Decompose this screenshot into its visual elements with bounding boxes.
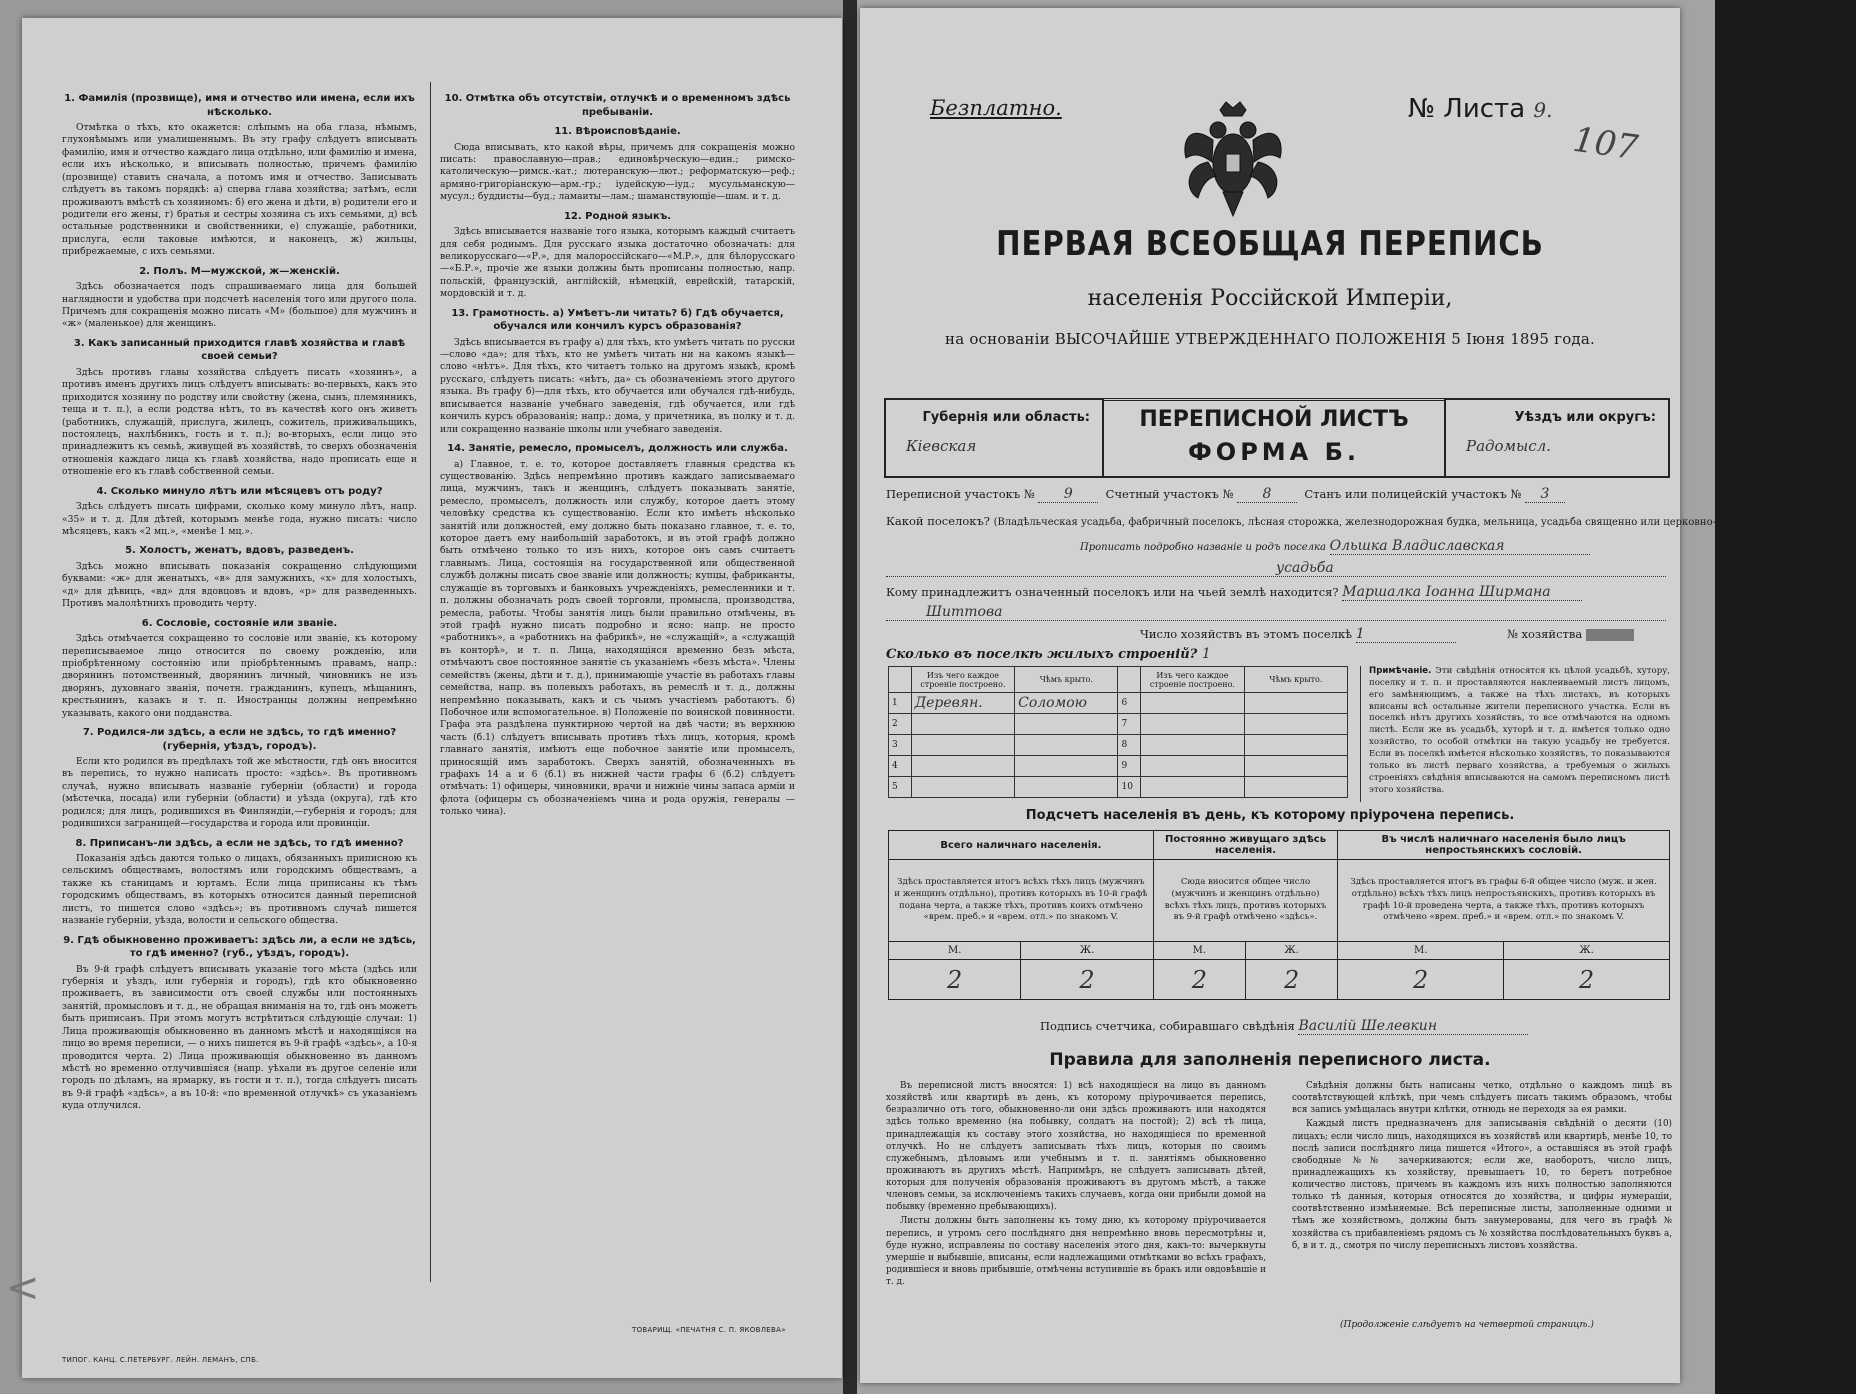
note-title: Примѣчаніе. <box>1369 666 1432 676</box>
settlement-value-line <box>1080 538 1590 555</box>
census-main-title: ПЕРВАЯ ВСЕОБЩАЯ ПЕРЕПИСЬ <box>996 224 1544 264</box>
male-label: М. <box>1338 942 1504 960</box>
buildings-table-header <box>889 667 1348 693</box>
owner-line-2 <box>886 604 1666 621</box>
uezd-label: Уѣздъ или округъ: <box>1514 410 1656 425</box>
instruction-text: Здѣсь слѣдуетъ писать цифрами, сколько кому минуло лѣтъ, напр. «35» и т. д. Для дѣтей, которымъ менѣе года, нужно писать: число мѣсяцевъ, какъ «2 мц.», «менѣе 1 мц.». <box>62 501 417 537</box>
building-number: 7 <box>1118 714 1141 735</box>
district-line <box>886 486 1565 503</box>
building-material <box>1141 735 1244 756</box>
instruction-text: Здѣсь обозначается подъ спрашиваемаго лица для большей наглядности и удобства при подсчетѣ населенія того или другого пола. Причемъ для сокращенія можно писать «М» (большое) для мужчинъ и «ж» (маленькое) для женщинъ. <box>62 281 417 330</box>
instruction-heading: 6. Сословіе, состояніе или званіе. <box>141 617 338 629</box>
buildings-question <box>886 646 1211 662</box>
form-title-box <box>1104 398 1444 478</box>
female-label: Ж. <box>1246 942 1338 960</box>
buildings-row <box>889 693 1348 714</box>
instruction-text: Если кто родился въ предѣлахъ той же мѣстности, гдѣ онъ вносится въ перепись, то нужно написать просто: «здѣсь». Въ противномъ случаѣ, нужно вписывать названіе губерніи (области) и города (мѣстечка, посада) или губерніи (области) и уѣзда (округа), гдѣ кто родился; для лицъ, родившихся въ Финляндіи,—губернія и городъ; для родившихся заграницей—государства и города или провинціи. <box>62 756 417 830</box>
owner-label: Кому принадлежитъ означенный поселокъ или на чьей землѣ находится? <box>886 585 1339 599</box>
instruction-text: а) Главное, т. е. то, которое доставляетъ главныя средства къ существованію. Здѣсь непремѣнно противъ каждаго записываемаго лица, мужчинъ, такъ и женщинъ, слѣдуетъ показывать занятіе, ремесло, промыселъ, должность или службу, которое даетъ этому человѣку средства къ существованію. Если кто имѣетъ нѣсколько занятій или должностей, ему должно быть показано главное, т. е. то, которое даетъ ему наибольшій заработокъ, и въ этой графѣ должно быть отмѣчено только то изъ нихъ, которое онъ самъ считаетъ главнымъ. Лица, состоящія на государственной или общественной службѣ должны писать свое званіе или должность; купцы, фабриканты, служащіе въ торговыхъ и банковыхъ учрежденіяхъ, ремесленники и т. п. должны обозначать родъ своей торговли, промысла, производства, ремесла, работы. Чтобы занятія лицъ были правильно отмѣчены, въ этой графѣ нужно писать подробно и ясно: напр. не просто «работникъ», а «работникъ на фабрикѣ», не «служащій», а «служащій въ конторѣ», и т. п. Лица, находящіяся временно безъ мѣста, отмѣчаютъ свое постоянное занятіе съ указаніемъ «безъ мѣста». Члены семействъ (жены, дѣти и т. д.), принимающіе участіе въ работахъ главы семейства, напр. въ полевыхъ работахъ, въ ремеслѣ и т. д., должны непремѣнно показывать, какъ и съ чьимъ участіемъ работаютъ. б) Побочное или вспомогательное. в) Положеніе по воинской повинности. Графа эта раздѣлена пунктирною чертой на двѣ части; въ верхнюю часть (б.1) слѣдуетъ вписывать противъ тѣхъ лицъ, которыя, кромѣ главнаго занятія, имѣютъ еще побочное занятіе или промыселъ, приносящій имъ заработокъ. Сверхъ занятій, обозначенныхъ въ графахъ 14 а и 6 (б.1) въ нижней части графы 6 (б.2) слѣдуетъ отмѣчать: 1) офицеры, чиновники, врачи и нижніе чины запаса арміи и флота (офицеры съ обозначеніемъ чина и рода оружія, генералы — только чина). <box>440 458 795 818</box>
instruction-heading: 9. Гдѣ обыкновенно проживаетъ: здѣсь ли, а если не здѣсь, то гдѣ именно? (губ., уѣздъ, городъ). <box>63 934 416 960</box>
page-edge-mark: < <box>6 1265 40 1311</box>
building-roof <box>1244 756 1347 777</box>
instruction-text: Въ 9-й графѣ слѣдуетъ вписывать указаніе того мѣста (здѣсь или губернія и уѣздъ, или губернія и городъ), гдѣ кто обыкновенно проживаетъ, въ зависимости отъ своей службы или постоянныхъ занятій, промысловъ и т. д., не обращая вниманія на то, гдѣ онъ можетъ быть приписанъ. При этомъ могутъ встрѣтиться слѣдующіе случаи: 1) Лица проживающія обыкновенно въ данномъ мѣстѣ и находящіяся на лицо во время переписи, — о нихъ пишется въ 9-й графѣ «здѣсь», а 10-я проводится черта. 2) Лица проживающія обыкновенно въ данномъ мѣстѣ но временно отлучившіяся (напр. уѣхали въ другое селеніе или городъ по дѣламъ, на ярмарку, въ гости и т. п.), тогда слѣдуетъ писать въ 9-й графѣ «здѣсь», а въ 10-й: «по временной отлучкѣ» съ указаніемъ куда отлучился. <box>62 963 417 1112</box>
instruction-heading: 13. Грамотность. а) Умѣетъ-ли читать? б) Гдѣ обучается, обучался или кончилъ курсъ образованія? <box>451 307 784 333</box>
uezd-value: Радомысл. <box>1466 437 1551 455</box>
buildings-row <box>889 756 1348 777</box>
instruction-heading: 11. Вѣроисповѣданіе. <box>554 126 681 137</box>
uezd-box <box>1444 398 1670 478</box>
buildings-note <box>1360 666 1670 802</box>
building-material <box>911 714 1014 735</box>
instruction-section <box>440 92 795 119</box>
pop-desc-row <box>889 860 1670 942</box>
female-count: 2 <box>1504 960 1670 1000</box>
buildings-head-roof-left: Чѣмъ крыто. <box>1015 667 1118 693</box>
instruction-text: Здѣсь отмѣчается сокращенно то сословіе или званіе, къ которому переписываемое лицо относится по своему рожденію, или пріобрѣтенному состоянію или пріобрѣтеннымъ правамъ, напр.: дворянинъ потомственный, дворянинъ личный, чиновникъ не изъ дворянъ, духовнаго званія, почетн. гражданинъ, купецъ, мѣщанинъ, крестьянинъ, казакъ и т. п. Иностранцы должны непремѣнно указывать, какого они подданства. <box>62 633 417 719</box>
stan-value: 3 <box>1525 486 1565 503</box>
building-roof <box>1015 735 1118 756</box>
instruction-text: Здѣсь можно вписывать показанія сокращенно слѣдующими буквами: «ж» для женатыхъ, «в» для замужнихъ, «х» для холостыхъ, «д» для дѣвицъ, «вд» для вдовцовъ и вдовъ, «р» для разведенныхъ. Противъ малолѣтнихъ проводить черту. <box>62 560 417 610</box>
male-label: М. <box>889 942 1021 960</box>
settlement-value-1: Ольшка Владиславская <box>1330 538 1590 555</box>
instruction-heading: 7. Родился-ли здѣсь, а если не здѣсь, то гдѣ именно? (губернія, уѣздъ, городъ). <box>82 727 397 752</box>
owner-line <box>886 584 1582 601</box>
rule-paragraph: Въ переписной листъ вносятся: 1) всѣ находящіеся на лицо въ данномъ хозяйствѣ или квартирѣ въ день, къ которому пріурочивается перепись, безразлично отъ того, обыкновенно-ли они здѣсь проживаютъ или находятся здѣсь только временно (на побывку, солдатъ на постой); 2) всѣ тѣ лица, принадлежащія къ составу этого хозяйства, но находящіеся по временной отлучкѣ. Но не слѣдуетъ записывать тѣхъ лицъ, которыя по своимъ служебнымъ, дѣловымъ или учебнымъ и т. п. занятіямъ обыкновенно проживаютъ въ другихъ мѣстѣ. Напримѣръ, не слѣдуетъ записывать дѣтей, которыя для полученія образованія проживаютъ въ другомъ мѣстѣ, а также членовъ семьи, за исключеніемъ такихъ случаевъ, когда они прибыли домой на побывку (временно пребывающихъ). <box>886 1081 1266 1213</box>
population-count-table <box>888 830 1670 1000</box>
buildings-table <box>888 666 1348 798</box>
census-district-value: 9 <box>1038 486 1098 503</box>
building-roof <box>1015 777 1118 798</box>
rule-paragraph: Свѣдѣнія должны быть написаны четко, отдѣльно о каждомъ лицѣ въ соотвѣтствующей клѣткѣ, при чемъ слѣдуетъ писать такимъ образомъ, чтобы вся запись умѣщалась внутри клѣтки, отнюдь не переходя за ея рамки. <box>1292 1081 1672 1116</box>
instructions-column-b <box>440 88 795 1303</box>
instruction-heading: 8. Приписанъ-ли здѣсь, а если не здѣсь, то гдѣ именно? <box>75 837 404 849</box>
enumerator-signature-line <box>1040 1018 1528 1035</box>
pop-group-title: Всего наличнаго населенія. <box>889 831 1154 860</box>
instructions-column-a <box>62 88 417 1333</box>
sheet-number-caption: № Листа <box>1408 94 1526 124</box>
male-count: 2 <box>889 960 1021 1000</box>
settlement-hint: (Владѣльческая усадьба, фабричный поселокъ, лѣсная сторожка, железнодорожная будка, мельница, усадьба священно или церковно-служителя, школа, и т. п.) <box>993 517 1856 528</box>
sheet-number-label <box>1408 94 1553 124</box>
counting-district-value: 8 <box>1237 486 1297 503</box>
instruction-section <box>440 307 795 436</box>
instruction-section <box>62 92 417 259</box>
continuation-note: (Продолженіе слѣдуетъ на четвертой страницѣ.) <box>1340 1320 1594 1330</box>
instruction-text: Здѣсь вписывается названіе того языка, которымъ каждый считаетъ для себя роднымъ. Для русскаго языка достаточно обозначать: для великорусскаго—«Р.», для малороссійскаго—«М.Р.», для бѣлорусскаго—«Б.Р.», прочіе же языки должны быть прописаны полностью, напр. польскій, французскій, англійскій, нѣмецкій, еврейскій, татарскій, мордовскій и т. д. <box>440 226 795 300</box>
building-roof: Соломою <box>1015 693 1118 714</box>
male-count: 2 <box>1153 960 1245 1000</box>
building-number: 2 <box>889 714 912 735</box>
instruction-text: Сюда вписывать, кто какой вѣры, причемъ для сокращенія можно писать: православную—прав.; единовѣрческую—един.; римско-католическую—римск.-кат.; лютеранскую—лют.; реформатскую—реф.; армяно-григоріанскую—арм.-гр.; іудейскую—іуд.; мусульманскую—мусул.; буддисты—буд.; ламаиты—лам.; шаманствующіе—шам. и т. д. <box>440 141 795 203</box>
building-material <box>911 735 1014 756</box>
male-count: 2 <box>1338 960 1504 1000</box>
settlement-label: Какой поселокъ? <box>886 514 990 528</box>
building-roof <box>1015 756 1118 777</box>
instruction-section <box>62 544 417 610</box>
pop-group-desc: Здѣсь проставляется итогъ всѣхъ тѣхъ лицъ (мужчинъ и женщинъ отдѣльно), противъ которыхъ въ 10-й графѣ подана черта, а также тѣхъ, противъ коихъ отмѣчено «врем. преб.» и «врем. отл.» по знакомъ V. <box>889 860 1154 942</box>
building-material: Деревян. <box>911 693 1014 714</box>
building-material <box>911 777 1014 798</box>
instruction-text: Здѣсь противъ главы хозяйства слѣдуетъ писать «хозяинъ», а противъ именъ другихъ лицъ слѣдуетъ вписывать: во-первыхъ, какъ это приходится хозяину по родству или свойству (жена, сынъ, племянникъ, теща и т. п.), а если родства нѣтъ, то въ качествѣ кого онъ живетъ (работникъ, служащій, прислуга, жилецъ, сожитель, приживальщикъ, постоялецъ, нахлѣбникъ, гость и т. п.); во-вторыхъ, если лицо это принадлежитъ къ семьѣ, живущей въ хозяйствѣ, то сверхъ обозначенія отношенія каждаго лица къ главѣ хозяйства, надо прописать еще и отношеніе его къ главѣ собственной семьи. <box>62 366 417 478</box>
buildings-row <box>889 777 1348 798</box>
printer-imprint-left: ТИПОГ. КАНЦ. С.ПЕТЕРБУРГ. ЛЕЙН. ЛЕМАНЪ, СПБ. <box>62 1356 259 1364</box>
settlement-value-2: усадьба <box>886 560 1666 577</box>
instruction-section <box>62 337 417 479</box>
building-roof <box>1015 714 1118 735</box>
form-subtitle: ФОРМА Б. <box>1187 438 1360 466</box>
owner-value-2: Шиттова <box>886 604 1666 621</box>
building-number: 5 <box>889 777 912 798</box>
signature-label: Подпись счетчика, собиравшаго свѣдѣнія <box>1040 1019 1295 1033</box>
household-number-label: № хозяйства <box>1506 627 1583 641</box>
printer-imprint-right: ТОВАРИЩ. «ПЕЧАТНЯ С. П. ЯКОВЛЕВА» <box>632 1326 786 1334</box>
male-label: М. <box>1153 942 1245 960</box>
instruction-section <box>62 617 417 720</box>
instruction-heading: 4. Сколько минуло лѣтъ или мѣсяцевъ отъ роду? <box>96 485 383 497</box>
building-number: 4 <box>889 756 912 777</box>
building-number: 8 <box>1118 735 1141 756</box>
building-material <box>1141 693 1244 714</box>
instruction-heading: 1. Фамилія (прозвище), имя и отчество или имена, если ихъ нѣсколько. <box>64 93 415 118</box>
households-value: 1 <box>1356 626 1456 643</box>
buildings-value: 1 <box>1201 646 1211 662</box>
settlement-instruction: Прописать подробно названіе и родъ поселка <box>1080 542 1326 553</box>
household-number-redacted <box>1586 629 1634 641</box>
census-form-page <box>860 8 1856 1383</box>
instruction-heading: 3. Какъ записанный приходится главѣ хозяйства и главѣ своей семьи? <box>73 337 406 363</box>
rule-paragraph: Листы должны быть заполнены къ тому дню, къ которому пріурочивается перепись, и утромъ сего послѣдняго дня непремѣнно вновь пересмотрѣны и, буде нужно, исправлены по составу населенія этого дня, какъ-то: вычеркнуты умершіе и выбывшіе, вписаны, если надлежащими отмѣтками во всѣхъ графахъ, родившіеся и вновь прибывшіе, отмѣчены вступившіе въ бракъ или овдовѣвшіе и т. д. <box>886 1216 1266 1287</box>
instruction-section <box>440 125 795 204</box>
female-label: Ж. <box>1504 942 1670 960</box>
building-roof <box>1244 777 1347 798</box>
sheet-number-value: 9. <box>1533 98 1553 122</box>
female-label: Ж. <box>1021 942 1153 960</box>
rules-column-a <box>886 1080 1266 1315</box>
instruction-heading: 5. Холостъ, женатъ, вдовъ, разведенъ. <box>125 545 354 557</box>
pop-value-row <box>889 960 1670 1000</box>
column-divider <box>430 82 431 1282</box>
building-material <box>911 756 1014 777</box>
legal-basis-line: на основаніи ВЫСОЧАЙШЕ УТВЕРЖДЕННАГО ПОЛОЖЕНІЯ 5 Іюня 1895 года. <box>945 330 1595 348</box>
pop-group-row <box>889 831 1670 860</box>
building-number: 9 <box>1118 756 1141 777</box>
building-roof <box>1244 714 1347 735</box>
instruction-section <box>62 265 417 331</box>
population-count-title: Подсчетъ населенія въ день, къ которому пріурочена перепись. <box>1025 808 1515 823</box>
building-number: 3 <box>889 735 912 756</box>
census-subtitle: населенія Россійской Имперіи, <box>1087 286 1453 311</box>
signature-value: Василій Шелевкин <box>1298 1018 1528 1035</box>
book-gutter <box>843 0 857 1394</box>
instruction-heading: 14. Занятіе, ремесло, промыселъ, должность или служба. <box>447 443 788 455</box>
rules-title: Правила для заполненія переписного листа. <box>1049 1050 1491 1070</box>
building-number: 10 <box>1118 777 1141 798</box>
instruction-text: Показанія здѣсь даются только о лицахъ, обязанныхъ приписною къ сельскимъ обществамъ, волостямъ или городскимъ обществамъ, а также къ станицамъ и юртамъ. Если лица приписаны къ тѣмъ городскимъ обществамъ, въ которыхъ относится данный переписной листъ, то пишется слово «здѣсь»; въ противномъ случаѣ пишется названіе губерніи, уѣзда, волости и сельского общества. <box>62 853 417 927</box>
instruction-section <box>62 934 417 1113</box>
settlement-value-line-2 <box>886 560 1666 577</box>
pop-group-title: Въ числѣ наличнаго населенія было лицъ непростьянскихъ сословій. <box>1338 831 1670 860</box>
instruction-heading: 2. Полъ. М—мужской, ж—женскій. <box>139 265 340 277</box>
households-label: Число хозяйствъ въ этомъ поселкѣ <box>1140 627 1353 641</box>
form-title: ПЕРЕПИСНОЙ ЛИСТЪ <box>1139 407 1409 432</box>
building-material <box>1141 714 1244 735</box>
instruction-heading: 10. Отмѣтка объ отсутствіи, отлучкѣ и о временномъ здѣсь пребываніи. <box>444 93 791 118</box>
province-label: Губернія или область: <box>922 410 1090 425</box>
buildings-row <box>889 714 1348 735</box>
stan-label: Станъ или полицейскій участокъ № <box>1304 487 1522 501</box>
rule-paragraph: Каждый листъ предназначенъ для записыванія свѣдѣній о десяти (10) лицахъ; если число лицъ, находящихся въ хозяйствѣ или квартирѣ, менѣе 10, то послѣ записи послѣдняго лица пишется «Итого», а оставшіяся въ этой графѣ свободные №№ зачеркиваются; если же, наоборотъ, число лицъ, принадлежащихъ къ хозяйству, превышаетъ 10, то беретъ потребное количество листовъ, причемъ въ каждомъ изъ нихъ полностью заполняются только тѣ данныя, которыя относятся до хозяйства, и цифры нумераціи, соотвѣтственно измѣняемые. Всѣ переписные листы, заполненные одними и тѣмъ же хозяйствомъ, должны быть занумерованы, для чего въ графѣ № хозяйства съ прибавленіемъ рядомъ съ № хозяйства послѣдовательныхъ буквъ а, б, в и т. д., смотря по числу переписныхъ листовъ хозяйства. <box>1292 1119 1672 1251</box>
buildings-label: Сколько въ поселкѣ жилыхъ строеній? <box>886 647 1198 662</box>
buildings-head-material-left: Изъ чего каждое строеніе построено. <box>911 667 1014 693</box>
archive-folio-number: 107 <box>1570 119 1641 169</box>
pop-group-desc: Здѣсь проставляется итогъ въ графы 6-й общее число (муж. и жен. отдѣльно) всѣхъ тѣхъ лицъ непростьянскихъ, противъ которыхъ въ графѣ 10-й проведена черта, а также тѣхъ, противъ которыхъ отмѣчено «врем. преб.» и «врем. отл.» по знакомъ V. <box>1338 860 1670 942</box>
pop-group-desc: Сюда вносится общее число (мужчинъ и женщинъ отдѣльно) всѣхъ тѣхъ лицъ, противъ которыхъ въ 9-й графѣ отмѣчено «здѣсь». <box>1153 860 1338 942</box>
buildings-row <box>889 735 1348 756</box>
instructions-page <box>22 18 842 1378</box>
pop-sex-row <box>889 942 1670 960</box>
counting-district-label: Счетный участокъ № <box>1105 487 1234 501</box>
instruction-heading: 12. Родной языкъ. <box>563 210 672 222</box>
female-count: 2 <box>1246 960 1338 1000</box>
buildings-head-material-right: Изъ чего каждое строеніе построено. <box>1141 667 1244 693</box>
building-number: 1 <box>889 693 912 714</box>
instruction-section <box>62 837 417 928</box>
building-material <box>1141 756 1244 777</box>
female-count: 2 <box>1021 960 1153 1000</box>
province-value: Кіевская <box>906 437 977 455</box>
households-line <box>1140 626 1634 643</box>
building-material <box>1141 777 1244 798</box>
instruction-section <box>440 210 795 301</box>
instruction-text: Отмѣтка о тѣхъ, кто окажется: слѣпымъ на оба глаза, нѣмымъ, глухонѣмымъ или умалишеннымъ. Въ эту графу слѣдуетъ вписывать фамилію, имя и отчество каждаго лица отдѣльно, или фамилію и имена, если ихъ нѣсколько, и вписывать полностью, причемъ фамилію (прозвище) ставить сначала, а потомъ имя и отчество. Записывать слѣдуетъ въ такомъ порядкѣ: а) сперва глава хозяйства; затѣмъ, если проживаютъ вмѣстѣ съ хозяиномъ: б) его жена и дѣти, в) родители его и родители его жены, г) братья и сестры хозяина съ ихъ семьями, д) всѣ остальные родственники и свойственники, е) служащіе, работники, прислуга, если таковые имѣются, и наконецъ, ж) жильцы, прибрежаемые, с ихъ семьями. <box>62 122 417 258</box>
owner-value-1: Маршалка Іоанна Ширмана <box>1342 584 1582 601</box>
double-headed-eagle-emblem <box>1178 92 1288 222</box>
pop-group-title: Постоянно живущаго здѣсь населенія. <box>1153 831 1338 860</box>
building-roof <box>1244 735 1347 756</box>
instruction-text: Здѣсь вписывается въ графу а) для тѣхъ, кто умѣетъ читать по русски—слово «да»; для тѣхъ, кто не умѣетъ читать ни на какомъ языкѣ—слово «нѣтъ». Для тѣхъ, кто читаетъ только на другомъ языкѣ, кромѣ русскаго, слѣдуетъ писать: «нѣтъ, да» съ обозначеніемъ этого другого языка. Въ графу б)—для тѣхъ, кто обучается или обучался гдѣ-нибудь, вписывается названіе учебнаго заведенія, гдѣ обучается, или гдѣ кончилъ курсъ образованія; напр.: дома, у причетника, въ полку и т. д. или сокращенно названіе школы или учебнаго заведенія. <box>440 336 795 435</box>
building-roof <box>1244 693 1347 714</box>
instruction-section <box>62 726 417 831</box>
note-text: Эти свѣдѣнія относятся къ цѣлой усадьбѣ, хутору, поселку и т. п. и проставляются наклеиваемый листъ лицомъ, его замѣняющимъ, а также на тѣхъ листахъ, въ которыхъ вписаны всѣ остальные жители переписного участка. Если въ поселкѣ нѣтъ другихъ хозяйствъ, то все отмѣчаются на одномъ листѣ. Если же въ усадьбѣ, хуторѣ и т. д. имѣется только одно хозяйство, то особой отмѣтки на такую усадьбу не требуется. Если въ поселкѣ имѣется нѣсколько хозяйствъ, то показываются только въ листѣ перваго хозяйства, а требуемыя о жилыхъ строеніяхъ свѣдѣнія вписываются на самомъ переписномъ листѣ этого хозяйства. <box>1369 666 1670 795</box>
province-box <box>884 398 1104 478</box>
settlement-line <box>886 514 1856 528</box>
free-of-charge-label: Безплатно. <box>930 96 1062 120</box>
rules-column-b <box>1292 1080 1672 1315</box>
census-district-label: Переписной участокъ № <box>886 487 1035 501</box>
buildings-head-roof-right: Чѣмъ крыто. <box>1244 667 1347 693</box>
instruction-section <box>440 442 795 819</box>
instruction-section <box>62 485 417 539</box>
building-number: 6 <box>1118 693 1141 714</box>
